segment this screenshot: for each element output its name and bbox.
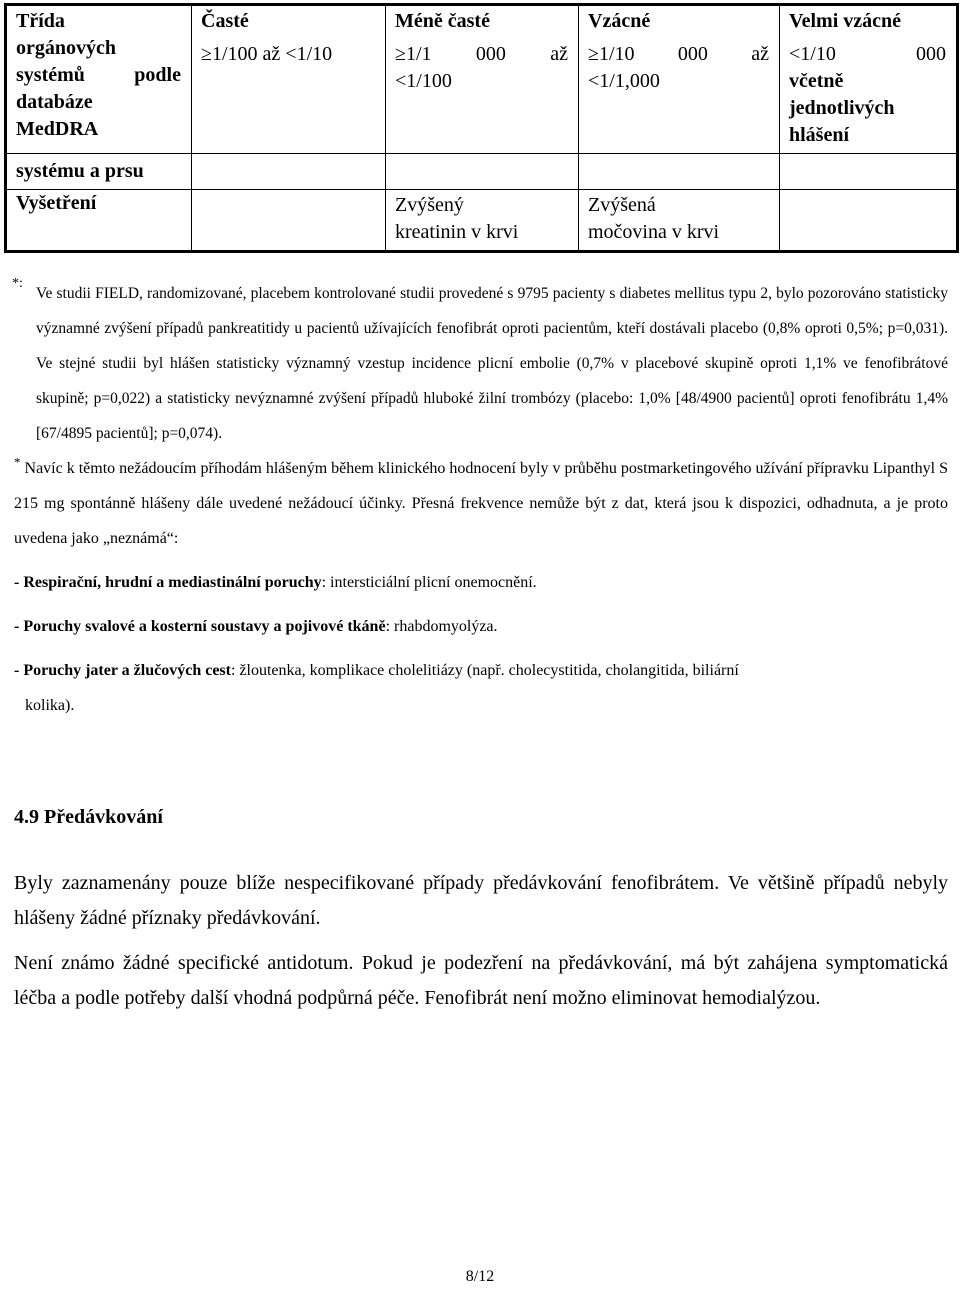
list-item (14, 653, 948, 723)
page-number: 8/12 (465, 1268, 495, 1285)
header-very-rare (780, 5, 958, 154)
header-uncommon (386, 5, 579, 154)
adverse-effect-text: močovina v krvi (588, 221, 720, 243)
header-uncommon-range: <1/100 (395, 70, 452, 92)
organ-class-text: Vyšetření (16, 192, 97, 214)
header-uncommon-title: Méně časté (395, 10, 490, 32)
list-item-heading: - Respirační, hrudní a mediastinální poruchy (14, 574, 322, 591)
header-common-title: Časté (201, 10, 249, 32)
footnote-text: Navíc k těmto nežádoucím příhodám hlášeným během klinického hodnocení byly v průběhu postmarketingového užívání přípravku Lipanthyl S 215 mg spontánně hlášeny dále uvedené nežádoucí účinky. Přesná frekvence nemůže být z dat, která jsou k dispozici, odhadnuta, a je proto uvedena jako „neznámá“: (14, 460, 948, 547)
list-item-text: : rhabdomyolýza. (385, 618, 498, 635)
header-organ-line: MedDRA (16, 118, 99, 140)
header-organ-line: systémů podle (16, 64, 181, 86)
list-item (14, 609, 948, 644)
uncommon-cell (386, 190, 579, 252)
table-row (6, 190, 958, 252)
empty-cell (386, 154, 579, 190)
header-rare (579, 5, 780, 154)
list-item (14, 565, 948, 600)
header-very-rare-range: <1/10 000 (789, 43, 946, 65)
frequency-table (4, 3, 959, 253)
section-title: 4.9 Předávkování (14, 806, 163, 828)
footnote-mark: * (14, 454, 21, 470)
header-uncommon-range: ≥1/1 000 až (395, 43, 568, 65)
header-organ-class (6, 5, 192, 154)
list-item-text: kolika). (25, 697, 75, 714)
header-common (192, 5, 386, 154)
footnote-postmarketing (14, 451, 948, 556)
header-very-rare-range: včetně (789, 70, 844, 92)
footnote-field-study (14, 276, 948, 451)
header-rare-range: ≥1/10 000 až (588, 43, 769, 65)
list-item-text: : žloutenka, komplikace cholelitiázy (např. cholecystitida, cholangitida, biliární (230, 662, 739, 679)
empty-cell (192, 190, 386, 252)
organ-class-cell (6, 190, 192, 252)
list-item-text: : intersticiální plicní onemocnění. (321, 574, 537, 591)
empty-cell (192, 154, 386, 190)
header-organ-line: orgánových (16, 37, 116, 59)
list-item-heading: - Poruchy svalové a kosterní soustavy a pojivové tkáně (14, 618, 386, 635)
section-body (14, 866, 948, 1026)
list-item-heading: - Poruchy jater a žlučových cest (14, 662, 231, 679)
header-organ-line: Třída (16, 10, 65, 32)
paragraph: Byly zaznamenány pouze blíže nespecifikované případy předávkování fenofibrátem. Ve většině případů nebyly hlášeny žádné příznaky předávkování. (14, 872, 948, 929)
header-rare-title: Vzácné (588, 10, 651, 32)
empty-cell (579, 154, 780, 190)
footnote-text: Ve studii FIELD, randomizované, placebem kontrolované studii provedené s 9795 pacienty s diabetes mellitus typu 2, bylo pozorováno statisticky významné zvýšení případů pankreatitidy u pacientů užívajících fenofibrát oproti pacientům, kteří dostávali placebo (0,8% oproti 0,5%; p=0,031). Ve stejné studii byl hlášen statisticky významný vzestup incidence plicní embolie (0,7% v placebové skupině oproti 1,1% ve fenofibrátové skupině; p=0,022) a statisticky nevýznamné zvýšení případů hluboké žilní trombózy (placebo: 1,0% [48/4900 pacientů] oproti fenofibrátu 1,4% [67/4895 pacientů]; p=0,074). (36, 285, 948, 442)
table-row (6, 154, 958, 190)
organ-class-cell (6, 154, 192, 190)
footnote-mark: *: (12, 276, 23, 291)
organ-class-text: systému a prsu (16, 160, 144, 182)
header-rare-range: <1/1,000 (588, 70, 660, 92)
empty-cell (780, 154, 958, 190)
header-very-rare-range: jednotlivých (789, 97, 895, 119)
footnotes (14, 276, 948, 723)
rare-cell (579, 190, 780, 252)
empty-cell (780, 190, 958, 252)
header-common-range: ≥1/100 až <1/10 (201, 43, 333, 65)
adverse-effect-text: Zvýšená (588, 194, 656, 216)
paragraph: Není známo žádné specifické antidotum. Pokud je podezření na předávkování, má být zahájena symptomatická léčba a podle potřeby další vhodná podpůrná péče. Fenofibrát není možno eliminovat hemodialýzou. (14, 952, 948, 1009)
header-organ-line: databáze (16, 91, 93, 113)
table-header-row (6, 5, 958, 154)
adverse-effect-text: Zvýšený (395, 194, 464, 216)
adverse-effect-text: kreatinin v krvi (395, 221, 519, 243)
header-very-rare-title: Velmi vzácné (789, 10, 902, 32)
header-very-rare-range: hlášení (789, 124, 850, 146)
